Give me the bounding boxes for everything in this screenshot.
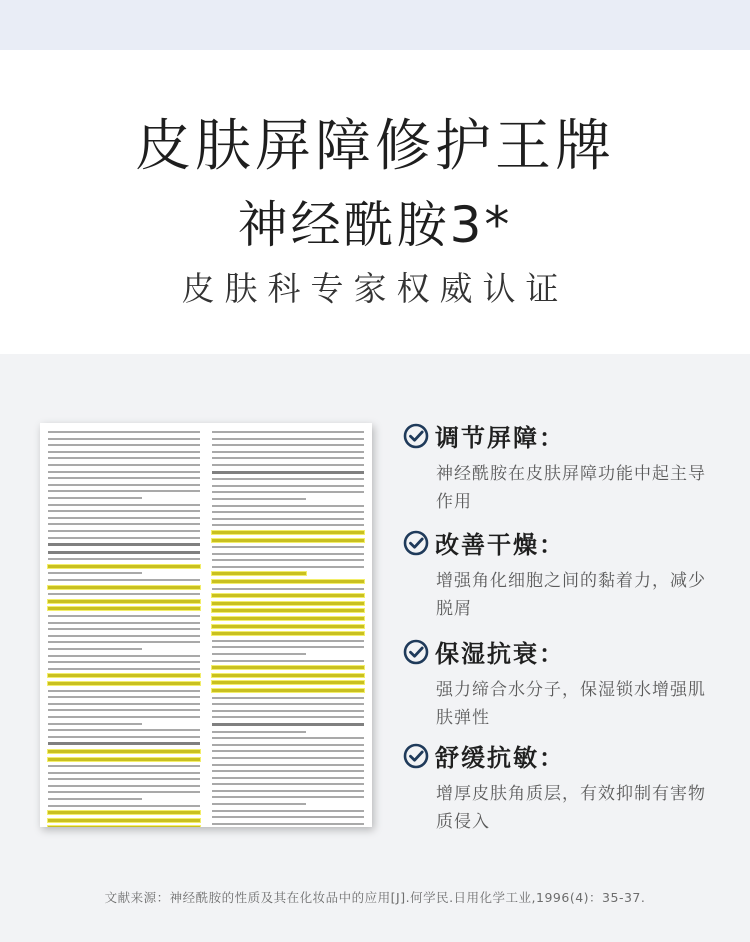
feature-description: 神经酰胺在皮肤屏障功能中起主导作用: [436, 464, 706, 512]
document-text-line: [48, 510, 200, 512]
document-text-line: [48, 517, 200, 519]
document-text-line: [212, 431, 364, 433]
document-text-line: [48, 477, 200, 479]
feature-title: 舒缓抗敏：: [435, 744, 565, 772]
document-highlighted-line: [48, 811, 200, 814]
document-text-line: [212, 823, 364, 825]
reference-citation: 文献来源：神经酰胺的性质及其在化妆品中的应用[J].何学民.日用化学工业,1996(4)：35-37.: [104, 890, 646, 905]
document-column-left: [48, 431, 200, 827]
document-highlighted-line: [48, 674, 200, 677]
document-text-line: [48, 778, 200, 780]
document-text-line: [48, 798, 142, 800]
document-highlighted-line: [212, 580, 364, 583]
document-text-line: [212, 505, 364, 507]
document-text-line: [212, 588, 364, 590]
document-text-line: [48, 593, 200, 595]
document-text-line: [212, 653, 306, 655]
document-text-line: [48, 530, 200, 532]
document-text-line: [48, 431, 200, 433]
feature-description: 增强角化细胞之间的黏着力，减少脱屑: [436, 571, 706, 619]
document-highlighted-line: [48, 682, 200, 685]
document-highlighted-line: [212, 666, 364, 669]
document-highlighted-line: [48, 600, 200, 603]
document-highlighted-line: [212, 531, 364, 534]
document-highlighted-line: [212, 617, 364, 620]
document-text-line: [48, 729, 200, 731]
document-text-line: [48, 622, 200, 624]
document-text-line: [48, 438, 200, 440]
document-text-line: [48, 615, 200, 617]
document-text-line: [212, 783, 364, 785]
document-text-line: [212, 524, 364, 526]
document-text-line: [212, 518, 364, 520]
document-text-line: [212, 498, 306, 500]
document-text-line: [48, 655, 200, 657]
document-text-line: [48, 772, 200, 774]
check-circle-icon: [403, 530, 429, 556]
document-text-line: [48, 690, 200, 692]
document-text-line: [48, 723, 142, 725]
document-text-line: [212, 810, 364, 812]
headline: 皮肤屏障修护王牌: [135, 114, 615, 179]
document-highlighted-line: [212, 689, 364, 692]
document-text-line: [212, 559, 364, 561]
document-text-line: [212, 438, 364, 440]
document-text-line: [48, 765, 200, 767]
feature-title: 保湿抗衰：: [435, 640, 565, 668]
document-highlighted-line: [48, 819, 200, 822]
product-name: 神经酰胺3*: [237, 196, 513, 254]
document-highlighted-line: [48, 586, 200, 589]
document-text-line: [48, 791, 200, 793]
document-text-line: [212, 511, 364, 513]
document-text-line: [48, 523, 200, 525]
feature-description: 强力缔合水分子，保湿锁水增强肌肤弹性: [436, 680, 706, 728]
document-text-line: [212, 710, 364, 712]
document-text-line: [212, 757, 364, 759]
document-text-line: [48, 504, 200, 506]
document-text-line: [212, 770, 364, 772]
document-text-line: [48, 635, 200, 637]
top-band: [0, 0, 750, 50]
document-highlighted-line: [212, 681, 364, 684]
document-text-line: [48, 543, 200, 546]
document-text-line: [212, 697, 364, 699]
document-text-line: [48, 579, 200, 581]
literature-document-image: [40, 423, 372, 827]
check-circle-icon: [403, 743, 429, 769]
document-text-line: [48, 484, 200, 486]
check-circle-icon: [403, 639, 429, 665]
document-highlighted-line: [212, 539, 364, 542]
document-text-line: [48, 696, 200, 698]
document-column-right: [212, 431, 364, 827]
feature-description: 增厚皮肤角质层，有效抑制有害物质侵入: [436, 784, 706, 832]
document-text-line: [48, 805, 200, 807]
document-text-line: [48, 490, 200, 492]
document-highlighted-line: [212, 609, 364, 612]
check-circle-icon: [403, 423, 429, 449]
document-text-line: [48, 444, 200, 446]
document-text-line: [48, 628, 200, 630]
document-text-line: [48, 551, 200, 554]
document-text-line: [212, 744, 364, 746]
document-highlighted-line: [212, 572, 306, 575]
document-text-line: [48, 668, 200, 670]
document-text-line: [212, 750, 364, 752]
document-text-line: [48, 736, 200, 738]
document-text-line: [48, 785, 200, 787]
document-text-line: [48, 464, 200, 466]
document-text-line: [48, 497, 142, 499]
document-highlighted-line: [212, 602, 364, 605]
document-highlighted-line: [212, 625, 364, 628]
document-text-line: [48, 572, 142, 574]
document-text-line: [212, 464, 364, 466]
document-text-line: [212, 546, 364, 548]
document-text-line: [212, 723, 364, 726]
document-text-line: [48, 558, 200, 560]
feature-title: 调节屏障：: [435, 424, 565, 452]
document-highlighted-line: [48, 750, 200, 753]
document-text-line: [212, 646, 364, 648]
feature-title: 改善干燥：: [435, 531, 565, 559]
document-highlighted-line: [212, 632, 364, 635]
document-text-line: [212, 444, 364, 446]
document-highlighted-line: [48, 758, 200, 761]
document-highlighted-line: [48, 826, 200, 827]
document-text-line: [212, 485, 364, 487]
document-text-line: [212, 566, 364, 568]
document-text-line: [48, 709, 200, 711]
document-text-line: [48, 716, 200, 718]
document-text-line: [212, 478, 364, 480]
document-text-line: [212, 731, 306, 733]
document-text-line: [212, 816, 364, 818]
document-text-line: [212, 660, 364, 662]
document-text-line: [48, 648, 142, 650]
document-text-line: [212, 803, 306, 805]
document-text-line: [212, 553, 364, 555]
document-text-line: [212, 451, 364, 453]
document-text-line: [48, 703, 200, 705]
document-text-line: [212, 764, 364, 766]
subtitle: 皮肤科专家权威认证: [181, 269, 569, 308]
document-text-line: [212, 737, 364, 739]
document-text-line: [48, 742, 200, 745]
document-text-line: [48, 537, 200, 539]
document-text-line: [212, 790, 364, 792]
document-text-line: [212, 457, 364, 459]
document-highlighted-line: [48, 607, 200, 610]
document-text-line: [48, 471, 200, 473]
document-text-line: [212, 703, 364, 705]
document-text-line: [212, 716, 364, 718]
document-text-line: [48, 661, 200, 663]
document-text-line: [212, 640, 364, 642]
document-highlighted-line: [212, 674, 364, 677]
document-text-line: [212, 796, 364, 798]
document-text-line: [48, 457, 200, 459]
document-highlighted-line: [48, 565, 200, 568]
document-text-line: [48, 641, 200, 643]
document-text-line: [212, 471, 364, 474]
document-text-line: [212, 777, 364, 779]
document-highlighted-line: [212, 594, 364, 597]
document-text-line: [212, 491, 364, 493]
document-text-line: [48, 451, 200, 453]
